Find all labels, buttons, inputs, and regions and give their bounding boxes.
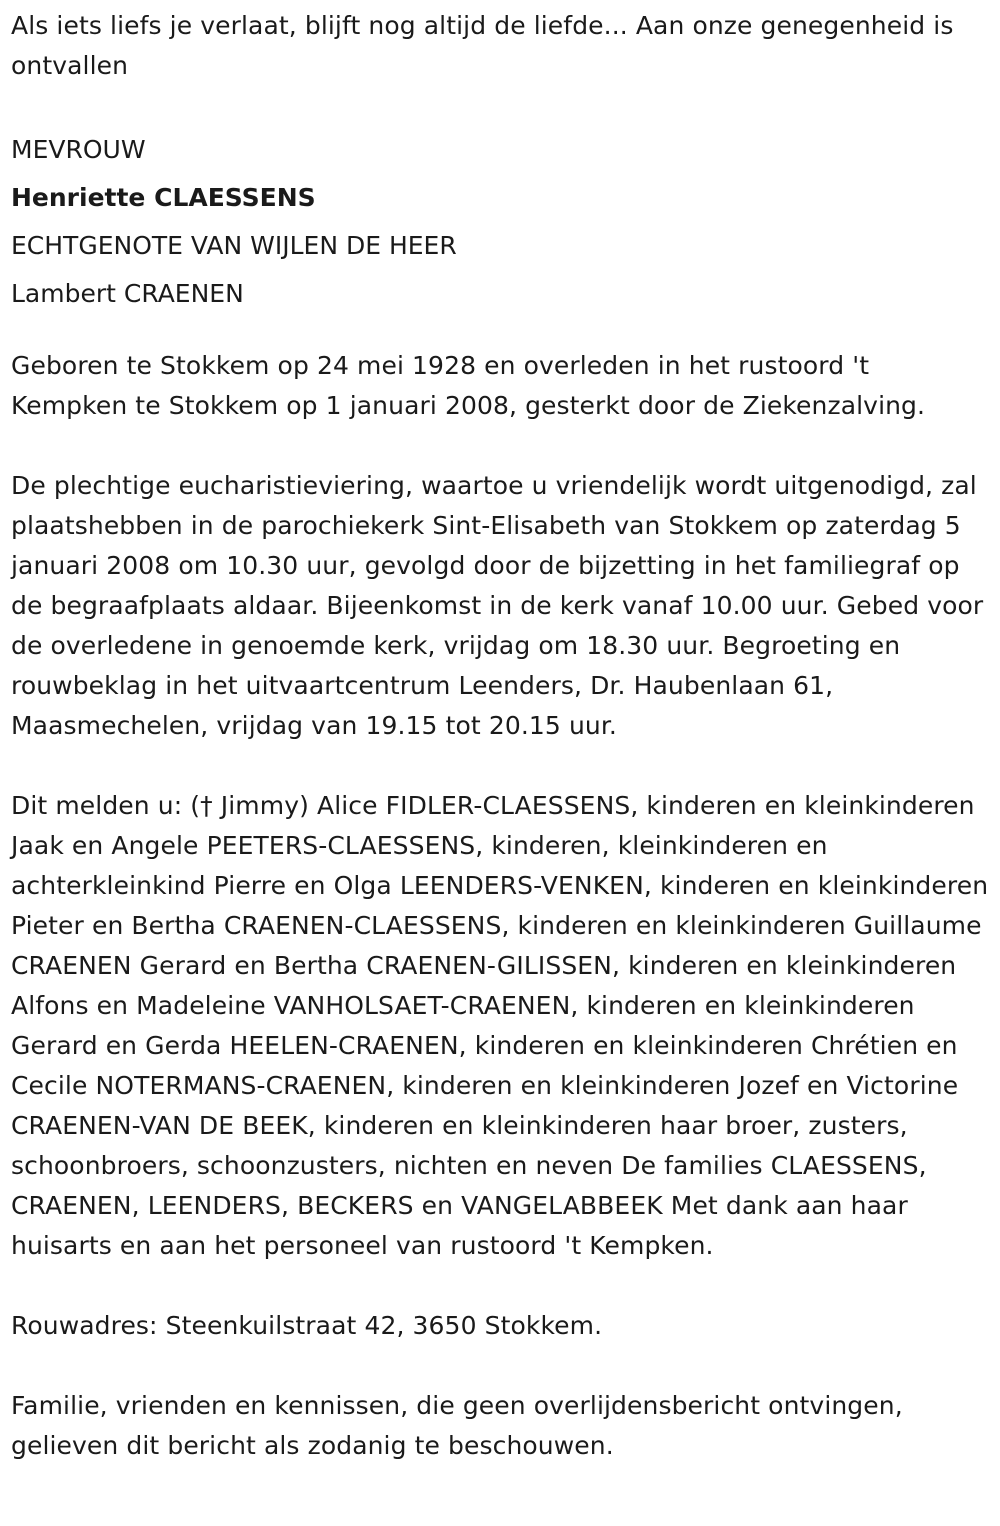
spouse-name: Lambert CRAENEN bbox=[11, 279, 244, 308]
ceremony-paragraph: De plechtige eucharistieviering, waartoe u vriendelijk wordt uitgenodigd, zal plaatshebben in de parochiekerk Sint-Elisabeth van Stokkem op zaterdag 5 januari 2008 om 10.30 uur, gevolgd door de bijzetting in het familiegraf op de begraafplaats aldaar. Bijeenkomst in de kerk vanaf 10.00 uur. Gebed voor de overledene in genoemde kerk, vrijdag om 18.30 uur. Begroeting en rouwbeklag in het uitvaartcentrum Leenders, Dr. Haubenlaan 61, Maasmechelen, vrijdag van 19.15 tot 20.15 uur. bbox=[11, 471, 984, 740]
intro-text: Als iets liefs je verlaat, blijft nog altijd de liefde... Aan onze genegenheid is ontvallen bbox=[11, 11, 954, 80]
closing-paragraph: Familie, vrienden en kennissen, die geen overlijdensbericht ontvingen, gelieven dit bericht als zodanig te beschouwen. bbox=[11, 1391, 903, 1460]
address-paragraph: Rouwadres: Steenkuilstraat 42, 3650 Stokkem. bbox=[11, 1311, 603, 1340]
relation-text: ECHTGENOTE VAN WIJLEN DE HEER bbox=[11, 231, 457, 260]
birth-death-paragraph: Geboren te Stokkem op 24 mei 1928 en overleden in het rustoord 't Kempken te Stokkem op 1 januari 2008, gesterkt door de Ziekenzalving. bbox=[11, 351, 926, 420]
deceased-name-block bbox=[11, 126, 990, 318]
deceased-name: Henriette CLAESSENS bbox=[11, 183, 316, 212]
title-text: MEVROUW bbox=[11, 135, 146, 164]
family-paragraph: Dit melden u: († Jimmy) Alice FIDLER-CLAESSENS, kinderen en kleinkinderen Jaak en Angele PEETERS-CLAESSENS, kinderen, kleinkinderen en achterkleinkind Pierre en Olga LEENDERS-VENKEN, kinderen en kleinkinderen Pieter en Bertha CRAENEN-CLAESSENS, kinderen en kleinkinderen Guillaume CRAENEN Gerard en Bertha CRAENEN-GILISSEN, kinderen en kleinkinderen Alfons en Madeleine VANHOLSAET-CRAENEN, kinderen en kleinkinderen Gerard en Gerda HEELEN-CRAENEN, kinderen en kleinkinderen Chrétien en Cecile NOTERMANS-CRAENEN, kinderen en kleinkinderen Jozef en Victorine CRAENEN-VAN DE BEEK, kinderen en kleinkinderen haar broer, zusters, schoonbroers, schoonzusters, nichten en neven De families CLAESSENS, CRAENEN, LEENDERS, BECKERS en VANGELABBEEK Met dank aan haar huisarts en aan het personeel van rustoord 't Kempken. bbox=[11, 791, 989, 1260]
